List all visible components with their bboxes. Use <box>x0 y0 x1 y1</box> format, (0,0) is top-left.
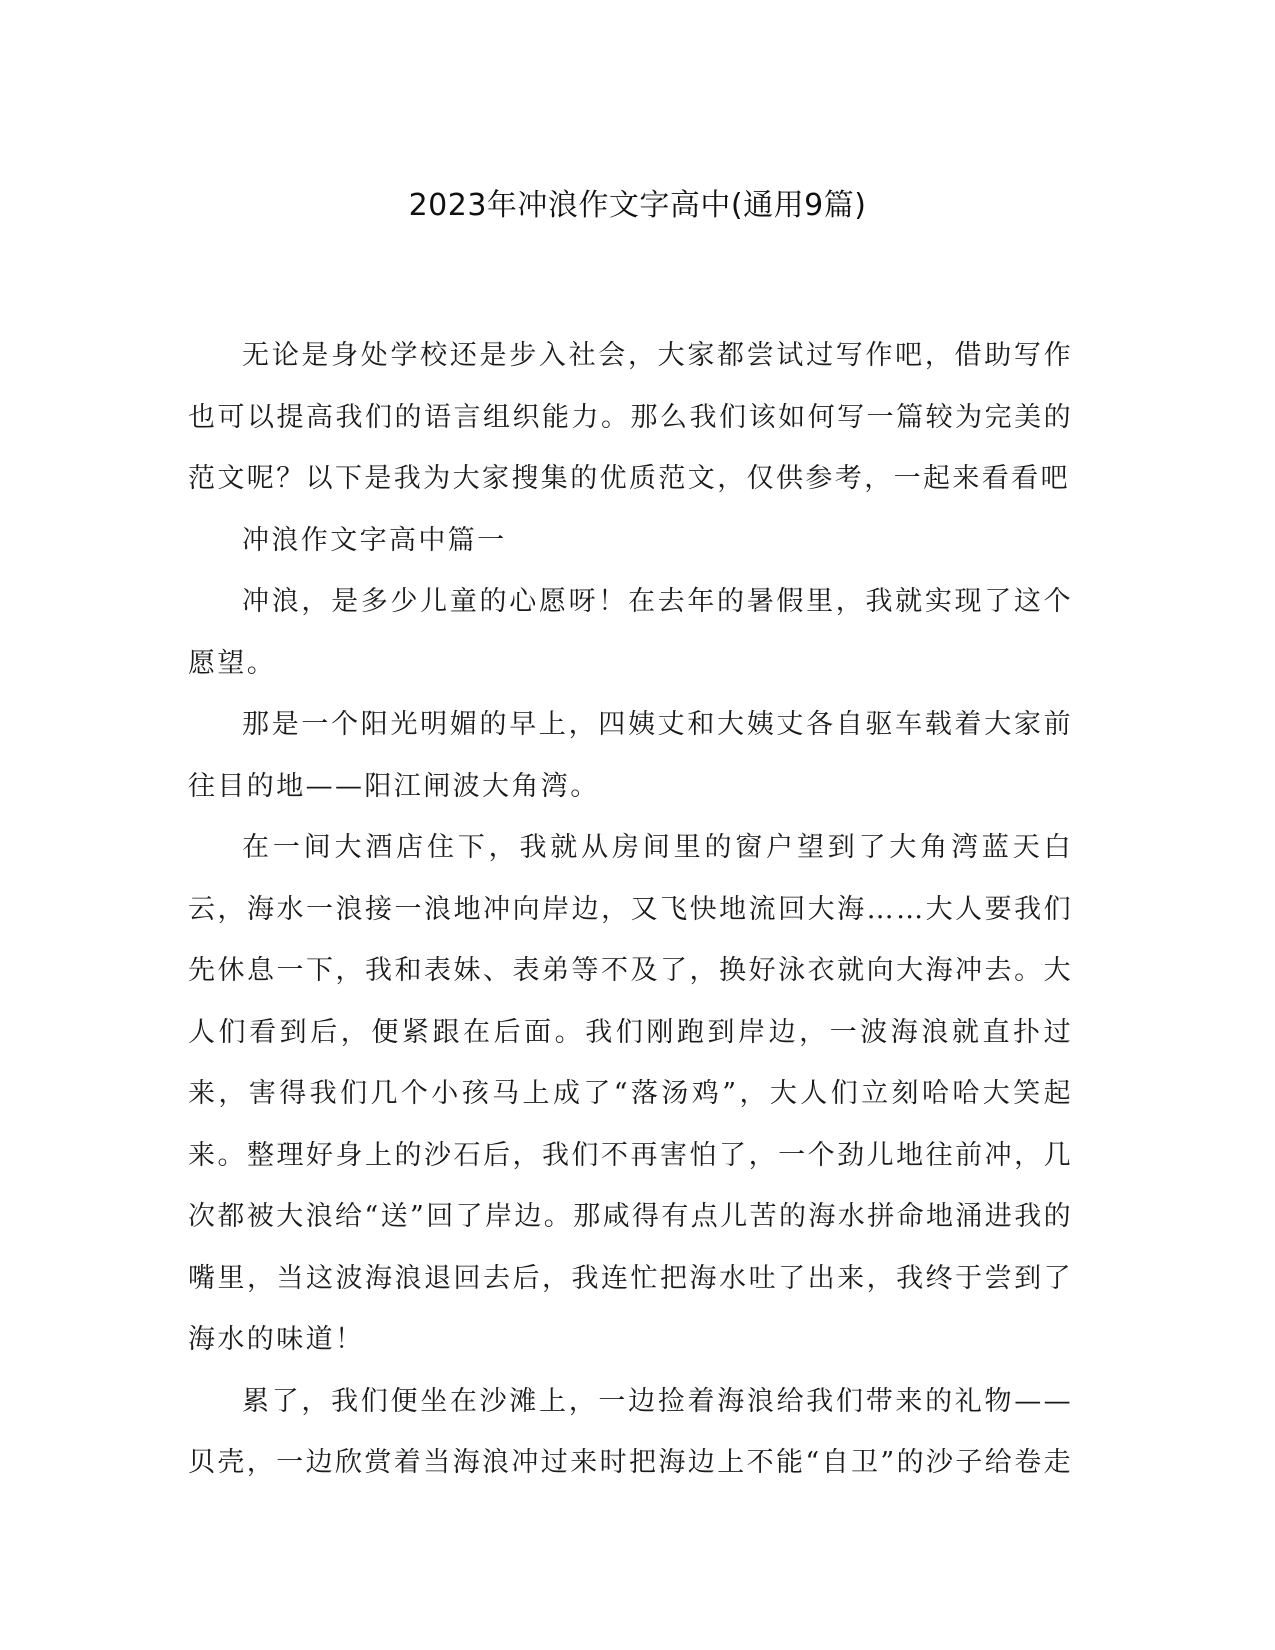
body-paragraph: 冲浪，是多少儿童的心愿呀！在去年的暑假里，我就实现了这个愿望。 <box>188 586 1073 679</box>
body-paragraph: 在一间大酒店住下，我就从房间里的窗户望到了大角湾蓝天白云，海水一浪接一浪地冲向岸边，又飞快地流回大海……大人要我们先休息一下，我和表妹、表弟等不及了，换好泳衣就向大海冲去。大人们看到后，便紧跟在后面。我们刚跑到岸边，一波海浪就直扑过来，害得我们几个小孩马上成了“落汤鸡”，大人们立刻哈哈大笑起来。整理好身上的沙石后，我们不再害怕了，一个劲儿地往前冲，几次都被大浪给“送”回了岸边。那咸得有点儿苦的海水拼命地涌进我的嘴里，当这波海浪退回去后，我连忙把海水吐了出来，我终于尝到了海水的味道！ <box>188 832 1074 1355</box>
intro-paragraph: 无论是身处学校还是步入社会，大家都尝试过写作吧，借助写作也可以提高我们的语言组织能力。那么我们该如何写一篇较为完美的范文呢？以下是我为大家搜集的优质范文，仅供参考，一起来看看吧 <box>188 340 1073 494</box>
document-body <box>188 325 1073 1494</box>
document-title: 2023年冲浪作文字高中(通用9篇) <box>408 188 867 223</box>
body-paragraph: 累了，我们便坐在沙滩上，一边捡着海浪给我们带来的礼物——贝壳，一边欣赏着当海浪冲过来时把海边上不能“自卫”的沙子给卷走 <box>188 1385 1074 1478</box>
body-paragraph: 那是一个阳光明媚的早上，四姨丈和大姨丈各自驱车载着大家前往目的地——阳江闸波大角湾。 <box>188 709 1073 802</box>
section-heading: 冲浪作文字高中篇一 <box>242 524 507 556</box>
